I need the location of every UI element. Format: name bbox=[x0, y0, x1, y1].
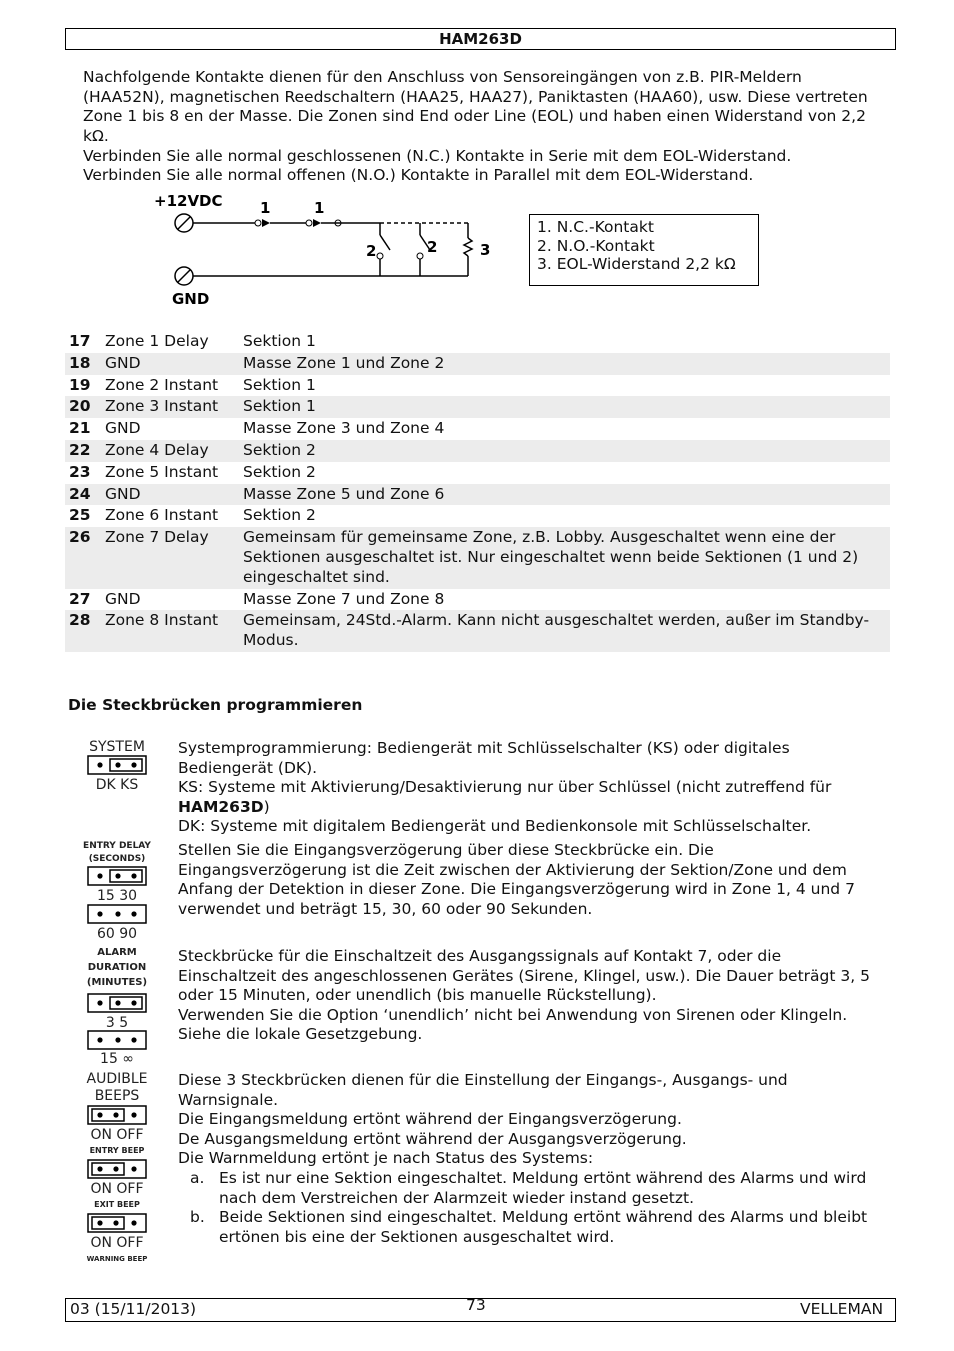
eol-resistor-symbol bbox=[464, 238, 472, 256]
terminal-number: 17 bbox=[69, 332, 91, 350]
terminal-name: GND bbox=[105, 419, 141, 438]
intro-no-sentence: Verbinden Sie alle normal offenen (N.O.) Kontakte in Parallel mit dem EOL-Widerstand. bbox=[83, 166, 754, 184]
legend-item-eol: 3. EOL-Widerstand 2,2 kΩ bbox=[537, 255, 736, 273]
terminal-description: Sektion 2 bbox=[243, 462, 316, 481]
alarm-duration-text bbox=[178, 947, 878, 1045]
terminal-number: 28 bbox=[65, 610, 101, 652]
section-title: Die Steckbrücken programmieren bbox=[68, 696, 363, 714]
alarm-duration-labels-top: 3 5 bbox=[105, 1015, 129, 1031]
supply-label: +12VDC bbox=[154, 192, 223, 210]
resistor-label: 3 bbox=[480, 241, 491, 259]
terminal-name: Zone 3 Instant bbox=[101, 396, 239, 418]
terminal-name: GND bbox=[105, 589, 141, 608]
terminal-name: Zone 1 Delay bbox=[105, 332, 209, 350]
system-jumper-figure bbox=[82, 737, 152, 793]
system-jumper-labels: DK KS bbox=[95, 777, 139, 793]
list-item bbox=[178, 1208, 878, 1247]
dk-description: DK: Systeme mit digitalem Bediengerät und Bedienkonsole mit Schlüsselschalter. bbox=[178, 817, 812, 836]
table-row bbox=[65, 375, 890, 397]
terminal-description: Sektion 2 bbox=[243, 506, 316, 525]
ks-description bbox=[178, 778, 878, 817]
wiring-legend bbox=[529, 214, 759, 286]
terminal-description: Gemeinsam, 24Std.-Alarm. Kann nicht ausgeschaltet werden, außer im Standby-Modus. bbox=[239, 610, 890, 652]
table-row bbox=[65, 505, 890, 527]
alarm-duration-title-1: ALARM bbox=[97, 947, 137, 958]
contact-2a-label: 2 bbox=[366, 242, 377, 260]
system-description: Systemprogrammierung: Bediengerät mit Schlüsselschalter (KS) oder digitales Bediengerät (DK). bbox=[178, 739, 790, 777]
exit-beep-caption: EXIT BEEP bbox=[94, 1200, 140, 1209]
entry-beep-description: Die Eingangsmeldung ertönt während der Eingangsverzögerung. bbox=[178, 1110, 682, 1129]
list-marker: b. bbox=[190, 1208, 205, 1227]
ground-label: GND bbox=[172, 290, 210, 308]
entry-beep-on-off: ON OFF bbox=[90, 1127, 144, 1143]
table-row bbox=[65, 527, 890, 588]
ks-text-end: ) bbox=[263, 797, 270, 816]
terminal-description: Sektion 1 bbox=[239, 396, 890, 418]
exit-beep-description: De Ausgangsmeldung ertönt während der Ausgangsverzögerung. bbox=[178, 1129, 687, 1148]
no-contact-1-symbol bbox=[380, 235, 390, 250]
audible-beeps-text bbox=[178, 1071, 878, 1247]
document-header: HAM263D bbox=[65, 28, 896, 50]
entry-delay-labels-top: 15 30 bbox=[96, 888, 138, 904]
table-row bbox=[65, 396, 890, 418]
table-row bbox=[65, 484, 890, 506]
terminal-description: Masse Zone 1 und Zone 2 bbox=[239, 353, 890, 375]
terminal-number: 27 bbox=[69, 589, 91, 608]
wiring-diagram bbox=[150, 190, 500, 310]
terminal-name: Zone 2 Instant bbox=[105, 375, 219, 394]
page-number: 73 bbox=[466, 1296, 486, 1314]
audible-beeps-title-1: AUDIBLE bbox=[86, 1071, 148, 1087]
list-item bbox=[178, 1169, 878, 1208]
table-row bbox=[65, 610, 890, 652]
list-marker: a. bbox=[190, 1168, 205, 1187]
audible-beeps-jumper-figure bbox=[82, 1068, 152, 1266]
terminal-number: 26 bbox=[65, 527, 101, 588]
table-row bbox=[65, 440, 890, 462]
exit-beep-on-off: ON OFF bbox=[90, 1181, 144, 1197]
terminal-description: Gemeinsam für gemeinsame Zone, z.B. Lobby. Ausgeschaltet wenn eine der Sektionen ausgeschaltet ist. Nur eingeschaltet wenn beide Sektionen (1 und 2) eingeschaltet sind. bbox=[239, 527, 890, 588]
alarm-duration-warning: Verwenden Sie die Option ‘unendlich’ nicht bei Anwendung von Sirenen oder Klingeln. Siehe die lokale Gesetzgebung. bbox=[178, 1005, 848, 1044]
table-row bbox=[65, 462, 890, 484]
audible-beeps-title-2: BEEPS bbox=[94, 1088, 140, 1104]
terminal-name: GND bbox=[101, 353, 239, 375]
list-item-text: Es ist nur eine Sektion eingeschaltet. Meldung ertönt während des Alarms und wird nach dem Verstreichen der Alarmzeit wieder instand gesetzt. bbox=[219, 1168, 867, 1207]
terminal-number: 25 bbox=[69, 506, 91, 525]
intro-nc-sentence: Verbinden Sie alle normal geschlossenen (N.C.) Kontakte in Serie mit dem EOL-Widerstand. bbox=[83, 147, 792, 165]
nc-contact-1-symbol bbox=[262, 219, 270, 227]
terminal-description: Masse Zone 7 und Zone 8 bbox=[243, 589, 445, 608]
terminal-description: Masse Zone 3 und Zone 4 bbox=[243, 419, 445, 438]
terminal-number: 18 bbox=[65, 353, 101, 375]
beeps-intro: Diese 3 Steckbrücken dienen für die Einstellung der Eingangs-, Ausgangs- und Warnsignale. bbox=[178, 1071, 788, 1109]
entry-delay-unit: (SECONDS) bbox=[88, 854, 146, 864]
alarm-duration-unit: (MINUTES) bbox=[86, 977, 148, 988]
terminal-number: 21 bbox=[69, 419, 91, 438]
table-row bbox=[65, 589, 890, 611]
alarm-duration-jumper-figure bbox=[82, 944, 152, 1066]
warning-beep-description: Die Warnmeldung ertönt je nach Status des Systems: bbox=[178, 1149, 594, 1168]
system-jumper-title: SYSTEM bbox=[89, 739, 145, 755]
entry-delay-text: Stellen Sie die Eingangsverzögerung über diese Steckbrücke ein. Die Eingangsverzögerung ist die Zeit zwischen der Aktivierung der Sektion/Zone und dem Anfang der Detektion in dieser Zone. Die Eingangsverzögerung wird in Zone 1, 4 und 7 verwendet und beträgt 15, 30, 60 oder 90 Sekunden. bbox=[178, 841, 855, 918]
terminal-description: Sektion 1 bbox=[243, 332, 316, 350]
terminal-description: Sektion 1 bbox=[243, 375, 316, 394]
model-name: HAM263D bbox=[178, 797, 264, 816]
legend-item-nc: 1. N.C.-Kontakt bbox=[537, 218, 654, 236]
terminal-name: Zone 8 Instant bbox=[101, 610, 239, 652]
terminal-number: 20 bbox=[65, 396, 101, 418]
terminal-description: Sektion 2 bbox=[239, 440, 890, 462]
terminal-name: Zone 4 Delay bbox=[101, 440, 239, 462]
contact-2b-label: 2 bbox=[427, 238, 438, 256]
system-jumper-text bbox=[178, 739, 878, 837]
table-row bbox=[65, 353, 890, 375]
alarm-duration-description: Steckbrücke für die Einschaltzeit des Ausgangssignals auf Kontakt 7, oder die Einschaltzeit des angeschlossenen Gerätes (Sirene, Klingel, usw.). Die Dauer beträgt 3, 5 oder 15 Minuten, oder unendlich (bis manuelle Rückstellung). bbox=[178, 947, 870, 1005]
entry-delay-jumper-figure bbox=[82, 838, 152, 942]
terminal-name: GND bbox=[101, 484, 239, 506]
terminal-name: Zone 6 Instant bbox=[105, 506, 219, 525]
terminal-number: 22 bbox=[65, 440, 101, 462]
alarm-duration-labels-bottom: 15 ∞ bbox=[100, 1051, 134, 1066]
intro-paragraph: Nachfolgende Kontakte dienen für den Anschluss von Sensoreingängen von z.B. PIR-Meldern (HAA52N), magnetischen Reedschaltern (HAA25, HAA27), Paniktasten (HAA60), usw. Diese vertreten Zone 1 bis 8 en der Masse. Die Zonen sind End oder Line (EOL) und haben einen Widerstand von 2,2 kΩ. bbox=[83, 68, 868, 145]
legend-item-no: 2. N.O.-Kontakt bbox=[537, 236, 655, 255]
terminal-number: 24 bbox=[65, 484, 101, 506]
terminal-number: 23 bbox=[69, 462, 91, 481]
entry-delay-title: ENTRY DELAY bbox=[83, 841, 151, 851]
entry-beep-caption: ENTRY BEEP bbox=[89, 1146, 145, 1155]
warning-beep-list bbox=[178, 1169, 878, 1247]
footer-brand: VELLEMAN bbox=[800, 1300, 884, 1318]
entry-delay-labels-bottom: 60 90 bbox=[96, 926, 138, 942]
table-row bbox=[65, 418, 890, 440]
warning-beep-on-off: ON OFF bbox=[90, 1235, 144, 1251]
nc-contact-2-symbol bbox=[313, 219, 321, 227]
terminal-number: 19 bbox=[69, 375, 91, 394]
ks-text: KS: Systeme mit Aktivierung/Desaktivierung nur über Schlüssel (nicht zutreffend für bbox=[178, 778, 832, 797]
contact-1b-label: 1 bbox=[314, 199, 325, 217]
footer-date: 03 (15/11/2013) bbox=[70, 1300, 197, 1318]
table-row bbox=[65, 331, 890, 353]
warning-beep-caption: WARNING BEEP bbox=[86, 1255, 148, 1263]
terminal-name: Zone 7 Delay bbox=[101, 527, 239, 588]
contact-1a-label: 1 bbox=[260, 199, 271, 217]
terminal-description: Masse Zone 5 und Zone 6 bbox=[239, 484, 890, 506]
alarm-duration-title-2: DURATION bbox=[87, 962, 147, 973]
zone-table bbox=[65, 331, 890, 652]
terminal-name: Zone 5 Instant bbox=[105, 462, 219, 481]
list-item-text: Beide Sektionen sind eingeschaltet. Meldung ertönt während des Alarms und bleibt ertönen bis eine der Sektionen ausgeschaltet wird. bbox=[219, 1208, 868, 1246]
